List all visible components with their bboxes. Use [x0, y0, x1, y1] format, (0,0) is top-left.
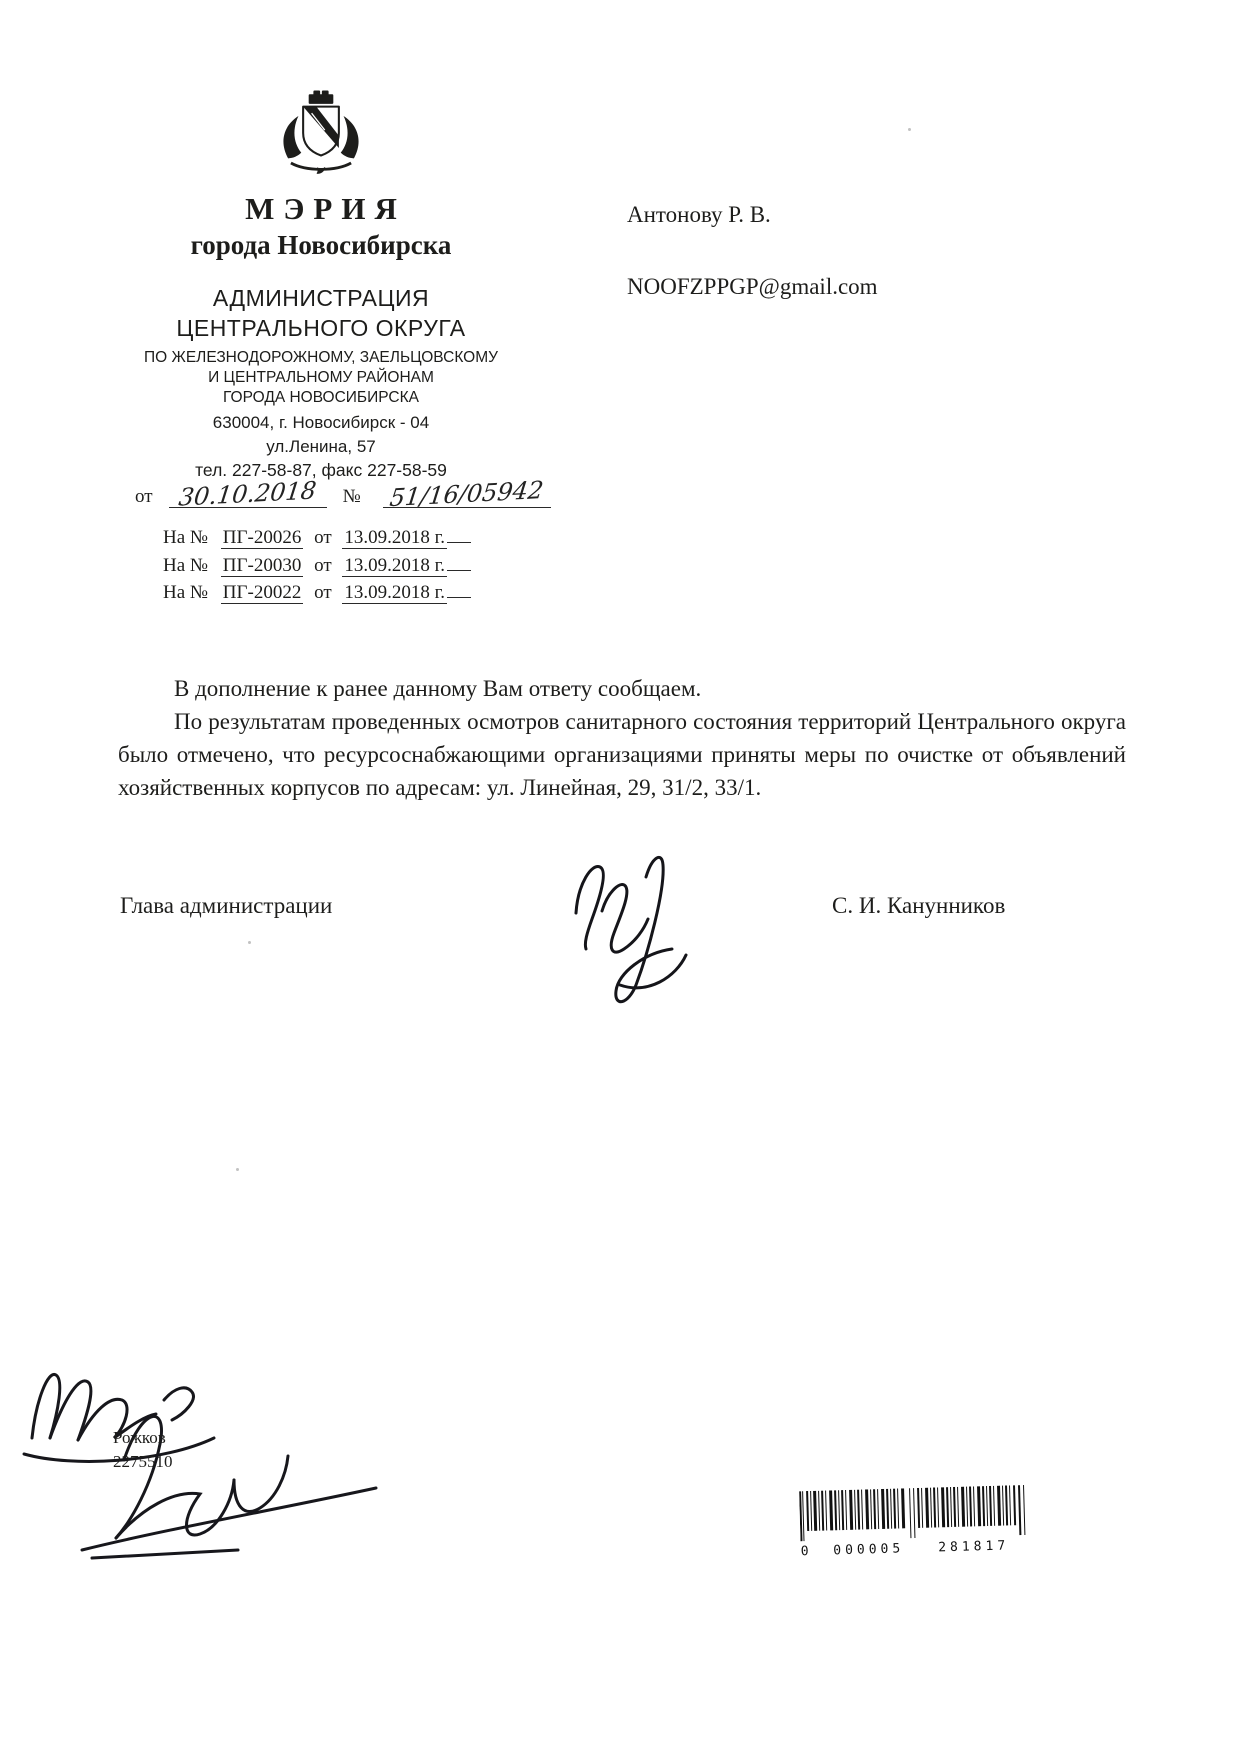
- incoming-from-label: от: [314, 582, 332, 603]
- recipient-block: [627, 202, 878, 300]
- incoming-label: На №: [163, 527, 209, 548]
- incoming-ref-row: [163, 527, 471, 555]
- incoming-date: 13.09.2018 г.: [344, 527, 446, 548]
- scribble-graphic: [80, 1398, 390, 1563]
- incoming-references: [163, 527, 471, 610]
- registration-barcode: [799, 1485, 1033, 1559]
- street-address-line: ул.Ленина, 57: [266, 437, 376, 456]
- incoming-ref-row: [163, 555, 471, 583]
- barcode-bars-graphic: [799, 1485, 1026, 1543]
- scan-noise-dot: [248, 941, 251, 944]
- coat-of-arms-graphic: [274, 88, 368, 176]
- secondary-signature-icon: [80, 1398, 390, 1568]
- signer-position-title: Глава администрации: [120, 893, 333, 918]
- body-paragraph-2: По результатам проведенных осмотров санитарного состояния территорий Центрального округа было отмечено, что ресурсоснабжающими организациями приняты меры по очистке от объявлений хозяйственных корпусов по адресам: ул. Линейная, 29, 31/2, 33/1.: [118, 709, 1126, 800]
- outgoing-reference-row: [135, 475, 551, 513]
- postal-address-line: 630004, г. Новосибирск - 04: [212, 413, 430, 432]
- phone-fax-line: тел. 227-58-87, факс 227-58-59: [195, 460, 447, 480]
- barcode-group-2: 281817: [938, 1538, 1010, 1556]
- letterhead: [85, 88, 557, 481]
- org-name-main: МЭРИЯ: [245, 191, 406, 226]
- incoming-label: На №: [163, 582, 209, 603]
- scan-noise-dot: [908, 128, 911, 131]
- body-paragraph-1: В дополнение к ранее данному Вам ответу сообщаем.: [174, 676, 702, 701]
- signature-kanunnikov-icon: [540, 833, 720, 1028]
- blank-underline: [447, 529, 471, 543]
- letter-body: [118, 672, 1126, 804]
- district-line-1: ПО ЖЕЛЕЗНОДОРОЖНОМУ, ЗАЕЛЬЦОВСКОМУ: [144, 349, 498, 366]
- recipient-email: NOOFZPPGP@gmail.com: [627, 274, 878, 299]
- handwritten-number: 51/16/05942: [388, 475, 545, 513]
- barcode-group-1: 000005: [833, 1541, 905, 1559]
- incoming-number: ПГ-20026: [222, 527, 302, 548]
- signer-name: С. И. Канунников: [832, 893, 1006, 918]
- incoming-date: 13.09.2018 г.: [344, 582, 446, 603]
- blank-underline: [447, 557, 471, 571]
- dept-line-2: ЦЕНТРАЛЬНОГО ОКРУГА: [176, 315, 466, 341]
- incoming-date: 13.09.2018 г.: [344, 554, 446, 576]
- outgoing-date-field: [169, 476, 327, 512]
- outgoing-number-field: [383, 475, 551, 513]
- incoming-ref-row: [163, 582, 471, 610]
- blank-underline: [447, 584, 471, 598]
- number-label: №: [342, 486, 361, 507]
- barcode-prefix-digit: 0: [800, 1543, 813, 1560]
- novosibirsk-coat-of-arms-icon: [274, 88, 368, 176]
- recipient-name: Антонову Р. В.: [627, 202, 771, 227]
- handwritten-date: 30.10.2018: [176, 476, 318, 512]
- dept-line-1: АДМИНИСТРАЦИЯ: [212, 285, 430, 311]
- executor-phone: 2275510: [113, 1452, 173, 1471]
- incoming-from-label: от: [314, 527, 332, 548]
- incoming-number: ПГ-20022: [222, 582, 302, 603]
- org-name-city: города Новосибирска: [190, 230, 452, 260]
- executor-name: Рожков: [113, 1428, 166, 1447]
- district-line-3: ГОРОДА НОВОСИБИРСКА: [223, 389, 419, 406]
- incoming-from-label: от: [314, 554, 332, 576]
- from-label: от: [135, 486, 153, 507]
- scan-noise-dot: [236, 1168, 239, 1171]
- incoming-label: На №: [163, 554, 209, 576]
- district-line-2: И ЦЕНТРАЛЬНОМУ РАЙОНАМ: [208, 369, 434, 386]
- executor-block: [113, 1426, 173, 1474]
- signature-graphic: [540, 833, 720, 1023]
- incoming-number: ПГ-20030: [222, 554, 302, 576]
